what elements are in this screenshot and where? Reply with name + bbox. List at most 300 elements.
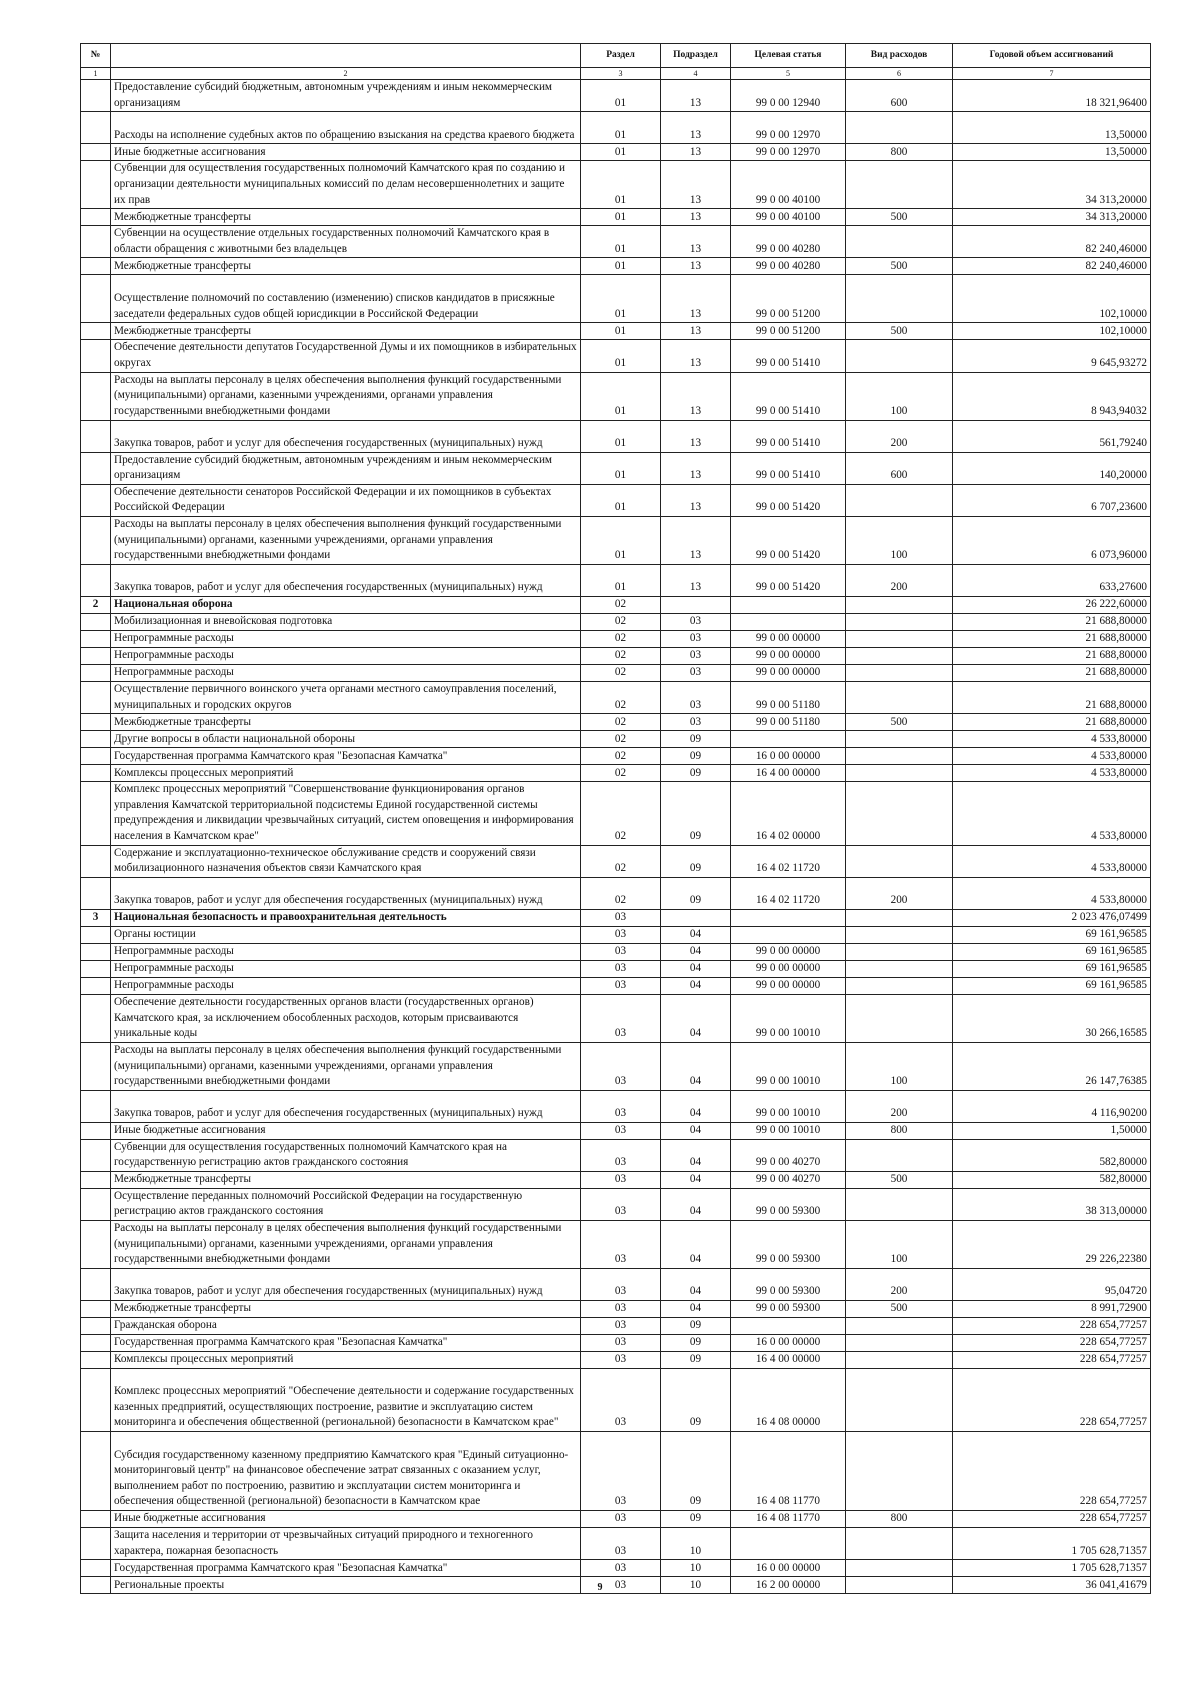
row-target-code: 99 0 00 51420 bbox=[731, 484, 846, 516]
column-number: 6 bbox=[846, 68, 953, 80]
row-expense-type bbox=[846, 340, 953, 372]
row-amount: 21 688,80000 bbox=[953, 681, 1151, 713]
row-amount: 30 266,16585 bbox=[953, 994, 1151, 1042]
table-row bbox=[81, 994, 1151, 1042]
table-row bbox=[81, 1335, 1151, 1352]
row-amount: 582,80000 bbox=[953, 1171, 1151, 1188]
row-name: Закупка товаров, работ и услуг для обеспечения государственных (муниципальных) нужд bbox=[111, 1269, 581, 1301]
row-target-code bbox=[731, 731, 846, 748]
row-number bbox=[81, 209, 111, 226]
row-name: Субсидия государственному казенному предприятию Камчатского края "Единый ситуационно-мониторинговый центр" на финансовое обеспечение затрат связанных с оказанием услуг, выполнением работ по построению, развитию и эксплуатации систем мониторинга и обеспечения общественной (региональной) безопасности в Камчатском крае bbox=[111, 1432, 581, 1511]
row-expense-type bbox=[846, 943, 953, 960]
row-target-code bbox=[731, 926, 846, 943]
row-name: Межбюджетные трансферты bbox=[111, 323, 581, 340]
row-amount: 21 688,80000 bbox=[953, 714, 1151, 731]
table-row bbox=[81, 1171, 1151, 1188]
row-subsection: 13 bbox=[661, 372, 731, 420]
row-section: 03 bbox=[581, 1090, 661, 1122]
row-expense-type bbox=[846, 1188, 953, 1220]
row-target-code: 99 0 00 40280 bbox=[731, 226, 846, 258]
row-subsection: 09 bbox=[661, 1432, 731, 1511]
row-amount: 1 705 628,71357 bbox=[953, 1560, 1151, 1577]
row-target-code: 99 0 00 51420 bbox=[731, 564, 846, 596]
row-subsection: 09 bbox=[661, 1352, 731, 1369]
row-expense-type: 600 bbox=[846, 80, 953, 112]
row-target-code: 16 4 00 00000 bbox=[731, 1352, 846, 1369]
row-section: 02 bbox=[581, 664, 661, 681]
row-section: 02 bbox=[581, 731, 661, 748]
row-target-code: 99 0 00 40270 bbox=[731, 1139, 846, 1171]
row-number bbox=[81, 275, 111, 323]
row-name: Мобилизационная и вневойсковая подготовка bbox=[111, 613, 581, 630]
row-target-code: 99 0 00 00000 bbox=[731, 943, 846, 960]
row-target-code: 16 4 02 11720 bbox=[731, 877, 846, 909]
row-section: 01 bbox=[581, 209, 661, 226]
row-number bbox=[81, 977, 111, 994]
row-amount: 36 041,41679 bbox=[953, 1577, 1151, 1594]
row-number bbox=[81, 613, 111, 630]
row-subsection: 03 bbox=[661, 647, 731, 664]
row-subsection: 04 bbox=[661, 1171, 731, 1188]
row-target-code: 99 0 00 59300 bbox=[731, 1221, 846, 1269]
row-amount: 582,80000 bbox=[953, 1139, 1151, 1171]
budget-table bbox=[80, 43, 1151, 1594]
row-section: 02 bbox=[581, 748, 661, 765]
row-number bbox=[81, 1139, 111, 1171]
row-name: Комплекс процессных мероприятий "Совершенствование функционирования органов управления Камчатской территориальной подсистемы Единой государственной системы предупреждения и ликвидации чрезвычайных ситуаций, систем оповещения и информирования населения в Камчатском крае" bbox=[111, 782, 581, 845]
row-expense-type bbox=[846, 596, 953, 613]
row-expense-type: 100 bbox=[846, 516, 953, 564]
row-subsection: 09 bbox=[661, 845, 731, 877]
table-row bbox=[81, 1511, 1151, 1528]
row-name: Межбюджетные трансферты bbox=[111, 209, 581, 226]
row-amount: 228 654,77257 bbox=[953, 1432, 1151, 1511]
row-expense-type: 200 bbox=[846, 420, 953, 452]
table-row bbox=[81, 275, 1151, 323]
row-name: Иные бюджетные ассигнования bbox=[111, 144, 581, 161]
row-subsection: 09 bbox=[661, 731, 731, 748]
row-expense-type bbox=[846, 161, 953, 209]
row-subsection bbox=[661, 596, 731, 613]
row-expense-type bbox=[846, 909, 953, 926]
row-expense-type bbox=[846, 664, 953, 681]
row-section: 03 bbox=[581, 1528, 661, 1560]
table-row bbox=[81, 909, 1151, 926]
row-expense-type: 100 bbox=[846, 1221, 953, 1269]
row-name: Межбюджетные трансферты bbox=[111, 258, 581, 275]
row-number bbox=[81, 144, 111, 161]
table-row bbox=[81, 1122, 1151, 1139]
row-expense-type: 200 bbox=[846, 877, 953, 909]
row-section: 01 bbox=[581, 80, 661, 112]
row-expense-type: 500 bbox=[846, 258, 953, 275]
row-expense-type bbox=[846, 681, 953, 713]
row-name: Иные бюджетные ассигнования bbox=[111, 1511, 581, 1528]
header-subsection: Подраздел bbox=[661, 44, 731, 68]
row-expense-type bbox=[846, 647, 953, 664]
row-number bbox=[81, 1269, 111, 1301]
table-row bbox=[81, 161, 1151, 209]
row-target-code: 99 0 00 51200 bbox=[731, 275, 846, 323]
row-name: Национальная оборона bbox=[111, 596, 581, 613]
row-target-code: 99 0 00 40270 bbox=[731, 1171, 846, 1188]
row-target-code: 99 0 00 00000 bbox=[731, 630, 846, 647]
row-section: 03 bbox=[581, 994, 661, 1042]
table-row bbox=[81, 1369, 1151, 1432]
row-target-code: 99 0 00 10010 bbox=[731, 994, 846, 1042]
row-name: Гражданская оборона bbox=[111, 1318, 581, 1335]
column-number: 3 bbox=[581, 68, 661, 80]
row-number bbox=[81, 1335, 111, 1352]
row-section: 02 bbox=[581, 647, 661, 664]
row-target-code: 16 2 00 00000 bbox=[731, 1577, 846, 1594]
row-subsection: 04 bbox=[661, 960, 731, 977]
row-section: 02 bbox=[581, 714, 661, 731]
row-section: 02 bbox=[581, 765, 661, 782]
row-name: Осуществление первичного воинского учета органами местного самоуправления поселений, муниципальных и городских округов bbox=[111, 681, 581, 713]
row-amount: 8 991,72900 bbox=[953, 1301, 1151, 1318]
row-expense-type bbox=[846, 1528, 953, 1560]
row-number bbox=[81, 372, 111, 420]
row-number bbox=[81, 782, 111, 845]
row-section: 02 bbox=[581, 596, 661, 613]
row-amount: 228 654,77257 bbox=[953, 1335, 1151, 1352]
row-expense-type: 200 bbox=[846, 1269, 953, 1301]
row-number bbox=[81, 1528, 111, 1560]
row-name: Предоставление субсидий бюджетным, автономным учреждениям и иным некоммерческим организациям bbox=[111, 452, 581, 484]
row-amount: 69 161,96585 bbox=[953, 926, 1151, 943]
table-row bbox=[81, 960, 1151, 977]
row-number bbox=[81, 1511, 111, 1528]
row-section: 03 bbox=[581, 909, 661, 926]
row-section: 03 bbox=[581, 1188, 661, 1220]
row-expense-type: 500 bbox=[846, 714, 953, 731]
row-name: Субвенции на осуществление отдельных государственных полномочий Камчатского края в области обращения с животными без владельцев bbox=[111, 226, 581, 258]
row-subsection: 04 bbox=[661, 1269, 731, 1301]
row-amount: 4 533,80000 bbox=[953, 877, 1151, 909]
row-target-code bbox=[731, 909, 846, 926]
row-expense-type: 100 bbox=[846, 372, 953, 420]
row-number bbox=[81, 1122, 111, 1139]
row-target-code: 99 0 00 00000 bbox=[731, 647, 846, 664]
table-row bbox=[81, 943, 1151, 960]
row-subsection: 04 bbox=[661, 926, 731, 943]
row-section: 03 bbox=[581, 943, 661, 960]
table-row bbox=[81, 596, 1151, 613]
row-section: 02 bbox=[581, 630, 661, 647]
row-number bbox=[81, 112, 111, 144]
row-name: Межбюджетные трансферты bbox=[111, 1171, 581, 1188]
row-target-code: 99 0 00 51180 bbox=[731, 681, 846, 713]
row-subsection: 13 bbox=[661, 144, 731, 161]
row-subsection: 13 bbox=[661, 258, 731, 275]
row-amount: 82 240,46000 bbox=[953, 226, 1151, 258]
row-amount: 228 654,77257 bbox=[953, 1511, 1151, 1528]
row-subsection: 04 bbox=[661, 943, 731, 960]
table-row bbox=[81, 226, 1151, 258]
row-section: 01 bbox=[581, 323, 661, 340]
row-amount: 561,79240 bbox=[953, 420, 1151, 452]
row-section: 03 bbox=[581, 1269, 661, 1301]
row-amount: 2 023 476,07499 bbox=[953, 909, 1151, 926]
row-subsection: 04 bbox=[661, 1221, 731, 1269]
header-amount: Годовой объем ассигнований bbox=[953, 44, 1151, 68]
row-number bbox=[81, 1369, 111, 1432]
row-subsection: 13 bbox=[661, 516, 731, 564]
row-section: 03 bbox=[581, 1577, 661, 1594]
row-section: 01 bbox=[581, 564, 661, 596]
row-subsection: 04 bbox=[661, 1188, 731, 1220]
row-subsection: 13 bbox=[661, 275, 731, 323]
row-amount: 21 688,80000 bbox=[953, 613, 1151, 630]
row-section: 01 bbox=[581, 258, 661, 275]
row-target-code bbox=[731, 596, 846, 613]
row-section: 01 bbox=[581, 452, 661, 484]
row-section: 01 bbox=[581, 144, 661, 161]
row-section: 02 bbox=[581, 613, 661, 630]
row-number bbox=[81, 664, 111, 681]
row-subsection: 09 bbox=[661, 1511, 731, 1528]
row-number bbox=[81, 1318, 111, 1335]
row-subsection: 13 bbox=[661, 209, 731, 226]
row-section: 01 bbox=[581, 516, 661, 564]
row-target-code: 99 0 00 12970 bbox=[731, 144, 846, 161]
table-row bbox=[81, 1432, 1151, 1511]
row-number: 3 bbox=[81, 909, 111, 926]
row-section: 03 bbox=[581, 926, 661, 943]
row-target-code: 16 4 08 11770 bbox=[731, 1511, 846, 1528]
row-name: Непрограммные расходы bbox=[111, 647, 581, 664]
row-expense-type bbox=[846, 731, 953, 748]
row-amount: 228 654,77257 bbox=[953, 1369, 1151, 1432]
row-target-code: 99 0 00 00000 bbox=[731, 664, 846, 681]
row-section: 01 bbox=[581, 420, 661, 452]
row-target-code: 99 0 00 00000 bbox=[731, 960, 846, 977]
row-number bbox=[81, 1560, 111, 1577]
row-name: Региональные проекты bbox=[111, 1577, 581, 1594]
row-name: Комплексы процессных мероприятий bbox=[111, 765, 581, 782]
row-name: Непрограммные расходы bbox=[111, 977, 581, 994]
row-expense-type: 800 bbox=[846, 144, 953, 161]
table-row bbox=[81, 1301, 1151, 1318]
table-row bbox=[81, 731, 1151, 748]
row-name: Непрограммные расходы bbox=[111, 630, 581, 647]
row-target-code: 99 0 00 12940 bbox=[731, 80, 846, 112]
table-row bbox=[81, 340, 1151, 372]
row-target-code: 16 4 02 00000 bbox=[731, 782, 846, 845]
row-amount: 26 147,76385 bbox=[953, 1042, 1151, 1090]
table-row bbox=[81, 144, 1151, 161]
row-section: 03 bbox=[581, 1301, 661, 1318]
row-expense-type bbox=[846, 1560, 953, 1577]
row-name: Государственная программа Камчатского края "Безопасная Камчатка" bbox=[111, 1335, 581, 1352]
table-row bbox=[81, 209, 1151, 226]
row-target-code: 99 0 00 51410 bbox=[731, 340, 846, 372]
row-subsection: 09 bbox=[661, 765, 731, 782]
row-target-code: 99 0 00 51410 bbox=[731, 372, 846, 420]
row-target-code: 16 0 00 00000 bbox=[731, 1335, 846, 1352]
table-row bbox=[81, 1042, 1151, 1090]
column-number: 1 bbox=[81, 68, 111, 80]
row-subsection: 09 bbox=[661, 1335, 731, 1352]
row-section: 03 bbox=[581, 1139, 661, 1171]
row-amount: 6 073,96000 bbox=[953, 516, 1151, 564]
row-subsection: 10 bbox=[661, 1528, 731, 1560]
row-amount: 633,27600 bbox=[953, 564, 1151, 596]
row-subsection: 13 bbox=[661, 484, 731, 516]
row-expense-type bbox=[846, 1369, 953, 1432]
row-expense-type: 500 bbox=[846, 1171, 953, 1188]
row-amount: 69 161,96585 bbox=[953, 943, 1151, 960]
row-target-code: 16 4 08 11770 bbox=[731, 1432, 846, 1511]
row-subsection: 04 bbox=[661, 994, 731, 1042]
row-expense-type bbox=[846, 484, 953, 516]
row-expense-type: 500 bbox=[846, 1301, 953, 1318]
row-section: 03 bbox=[581, 1318, 661, 1335]
row-name: Содержание и эксплуатационно-техническое обслуживание средств и сооружений связи мобилизационного назначения объектов связи Камчатского края bbox=[111, 845, 581, 877]
row-section: 03 bbox=[581, 1335, 661, 1352]
row-number bbox=[81, 714, 111, 731]
table-row bbox=[81, 1139, 1151, 1171]
row-section: 03 bbox=[581, 1122, 661, 1139]
header-target: Целевая статья bbox=[731, 44, 846, 68]
table-row bbox=[81, 1318, 1151, 1335]
row-target-code: 99 0 00 51180 bbox=[731, 714, 846, 731]
column-number: 5 bbox=[731, 68, 846, 80]
row-name: Иные бюджетные ассигнования bbox=[111, 1122, 581, 1139]
row-subsection bbox=[661, 909, 731, 926]
row-subsection: 09 bbox=[661, 877, 731, 909]
column-number: 4 bbox=[661, 68, 731, 80]
row-subsection: 13 bbox=[661, 340, 731, 372]
row-number bbox=[81, 226, 111, 258]
row-subsection: 13 bbox=[661, 564, 731, 596]
table-row bbox=[81, 516, 1151, 564]
table-row bbox=[81, 782, 1151, 845]
row-amount: 102,10000 bbox=[953, 275, 1151, 323]
row-name: Субвенции для осуществления государственных полномочий Камчатского края по созданию и организации деятельности муниципальных комиссий по делам несовершеннолетних и защите их прав bbox=[111, 161, 581, 209]
row-section: 02 bbox=[581, 845, 661, 877]
row-number: 2 bbox=[81, 596, 111, 613]
table-body bbox=[81, 80, 1151, 1594]
row-name: Комплекс процессных мероприятий "Обеспечение деятельности и содержание государственных казенных предприятий, осуществляющих построение, развитие и эксплуатацию систем мониторинга и обеспечения общественной (региональной) безопасности в Камчатском крае" bbox=[111, 1369, 581, 1432]
row-amount: 95,04720 bbox=[953, 1269, 1151, 1301]
row-expense-type bbox=[846, 630, 953, 647]
row-amount: 4 533,80000 bbox=[953, 765, 1151, 782]
row-number bbox=[81, 748, 111, 765]
row-subsection: 13 bbox=[661, 226, 731, 258]
row-number bbox=[81, 1352, 111, 1369]
row-number bbox=[81, 731, 111, 748]
row-expense-type: 500 bbox=[846, 323, 953, 340]
row-expense-type: 800 bbox=[846, 1122, 953, 1139]
row-target-code bbox=[731, 613, 846, 630]
row-amount: 6 707,23600 bbox=[953, 484, 1151, 516]
row-name: Расходы на выплаты персоналу в целях обеспечения выполнения функций государственными (муниципальными) органами, казенными учреждениями, органами управления государственными внебюджетными фондами bbox=[111, 372, 581, 420]
table-row bbox=[81, 564, 1151, 596]
table-row bbox=[81, 80, 1151, 112]
row-expense-type bbox=[846, 1352, 953, 1369]
row-subsection: 09 bbox=[661, 782, 731, 845]
row-number bbox=[81, 1188, 111, 1220]
row-number bbox=[81, 340, 111, 372]
row-name: Расходы на выплаты персоналу в целях обеспечения выполнения функций государственными (муниципальными) органами, казенными учреждениями, органами управления государственными внебюджетными фондами bbox=[111, 1221, 581, 1269]
row-subsection: 03 bbox=[661, 613, 731, 630]
row-amount: 34 313,20000 bbox=[953, 209, 1151, 226]
row-amount: 21 688,80000 bbox=[953, 630, 1151, 647]
row-name: Обеспечение деятельности депутатов Государственной Думы и их помощников в избирательных округах bbox=[111, 340, 581, 372]
row-expense-type bbox=[846, 960, 953, 977]
table-row bbox=[81, 1560, 1151, 1577]
table-row bbox=[81, 1188, 1151, 1220]
row-subsection: 04 bbox=[661, 977, 731, 994]
row-name: Непрограммные расходы bbox=[111, 943, 581, 960]
row-number bbox=[81, 452, 111, 484]
table-row bbox=[81, 420, 1151, 452]
row-subsection: 09 bbox=[661, 748, 731, 765]
row-target-code: 99 0 00 40100 bbox=[731, 161, 846, 209]
row-expense-type bbox=[846, 994, 953, 1042]
row-expense-type bbox=[846, 613, 953, 630]
row-subsection: 04 bbox=[661, 1090, 731, 1122]
row-amount: 13,50000 bbox=[953, 112, 1151, 144]
row-section: 01 bbox=[581, 275, 661, 323]
row-name: Национальная безопасность и правоохранительная деятельность bbox=[111, 909, 581, 926]
row-target-code: 99 0 00 12970 bbox=[731, 112, 846, 144]
row-amount: 26 222,60000 bbox=[953, 596, 1151, 613]
row-target-code: 99 0 00 10010 bbox=[731, 1042, 846, 1090]
row-amount: 18 321,96400 bbox=[953, 80, 1151, 112]
row-subsection: 13 bbox=[661, 161, 731, 209]
row-name: Закупка товаров, работ и услуг для обеспечения государственных (муниципальных) нужд bbox=[111, 420, 581, 452]
row-section: 02 bbox=[581, 681, 661, 713]
row-section: 03 bbox=[581, 960, 661, 977]
header-section: Раздел bbox=[581, 44, 661, 68]
row-name: Закупка товаров, работ и услуг для обеспечения государственных (муниципальных) нужд bbox=[111, 1090, 581, 1122]
row-number bbox=[81, 1432, 111, 1511]
table-row bbox=[81, 1090, 1151, 1122]
row-name: Межбюджетные трансферты bbox=[111, 1301, 581, 1318]
table-row bbox=[81, 630, 1151, 647]
row-name: Расходы на выплаты персоналу в целях обеспечения выполнения функций государственными (муниципальными) органами, казенными учреждениями, органами управления государственными внебюджетными фондами bbox=[111, 1042, 581, 1090]
row-section: 03 bbox=[581, 1171, 661, 1188]
table-row bbox=[81, 647, 1151, 664]
row-amount: 69 161,96585 bbox=[953, 977, 1151, 994]
row-number bbox=[81, 765, 111, 782]
page-number: 9 bbox=[597, 1582, 603, 1593]
row-target-code bbox=[731, 1528, 846, 1560]
row-amount: 140,20000 bbox=[953, 452, 1151, 484]
row-target-code: 99 0 00 10010 bbox=[731, 1122, 846, 1139]
row-name: Субвенции для осуществления государственных полномочий Камчатского края на государственную регистрацию актов гражданского состояния bbox=[111, 1139, 581, 1171]
row-subsection: 13 bbox=[661, 323, 731, 340]
row-number bbox=[81, 630, 111, 647]
table-row bbox=[81, 323, 1151, 340]
row-name: Предоставление субсидий бюджетным, автономным учреждениям и иным некоммерческим организациям bbox=[111, 80, 581, 112]
column-number: 2 bbox=[111, 68, 581, 80]
table-row bbox=[81, 112, 1151, 144]
row-name: Обеспечение деятельности сенаторов Российской Федерации и их помощников в субъектах Российской Федерации bbox=[111, 484, 581, 516]
row-number bbox=[81, 1090, 111, 1122]
row-name: Непрограммные расходы bbox=[111, 960, 581, 977]
table-row bbox=[81, 681, 1151, 713]
row-amount: 21 688,80000 bbox=[953, 647, 1151, 664]
row-number bbox=[81, 1042, 111, 1090]
row-section: 01 bbox=[581, 372, 661, 420]
row-name: Расходы на выплаты персоналу в целях обеспечения выполнения функций государственными (муниципальными) органами, казенными учреждениями, органами управления государственными внебюджетными фондами bbox=[111, 516, 581, 564]
row-subsection: 03 bbox=[661, 681, 731, 713]
row-amount: 4 533,80000 bbox=[953, 782, 1151, 845]
